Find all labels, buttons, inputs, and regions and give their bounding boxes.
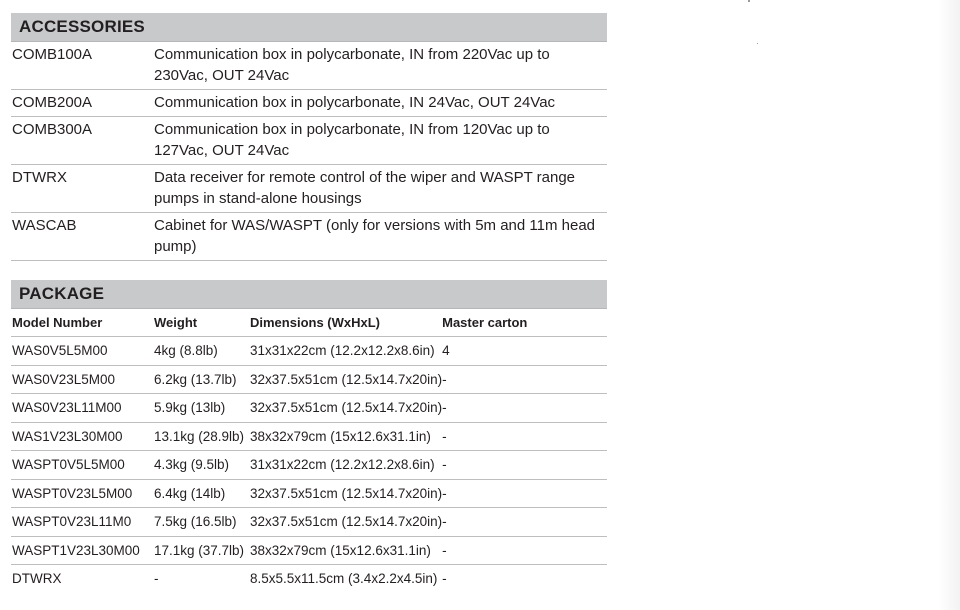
master-carton-cell: - — [442, 422, 607, 451]
accessory-row — [11, 165, 607, 213]
master-carton-cell: - — [442, 536, 607, 565]
accessory-row — [11, 117, 607, 165]
dimensions-cell: 32x37.5x51cm (12.5x14.7x20in) — [250, 394, 442, 423]
master-carton-cell: 4 — [442, 337, 607, 366]
accessories-title: ACCESSORIES — [19, 17, 145, 36]
weight-cell: 4kg (8.8lb) — [154, 337, 250, 366]
col-model-number: Model Number — [11, 309, 154, 337]
accessory-row — [11, 90, 607, 117]
master-carton-cell: - — [442, 571, 447, 587]
dimensions-cell: 32x37.5x51cm (12.5x14.7x20in) — [250, 508, 442, 537]
package-row — [11, 508, 607, 537]
package-row — [11, 422, 607, 451]
model-number-cell: DTWRX — [12, 571, 62, 587]
model-number-cell: WAS0V23L5M00 — [11, 365, 154, 394]
package-row — [11, 536, 607, 565]
master-carton-cell: - — [442, 451, 607, 480]
weight-cell: 5.9kg (13lb) — [154, 394, 250, 423]
col-dimensions: Dimensions (WxHxL) — [250, 309, 442, 337]
accessory-description: Communication box in polycarbonate, IN 24Vac, OUT 24Vac — [154, 90, 607, 117]
col-weight: Weight — [154, 309, 250, 337]
weight-cell: 6.2kg (13.7lb) — [154, 365, 250, 394]
package-header-row — [11, 309, 607, 337]
package-row — [11, 479, 607, 508]
accessories-header — [11, 13, 607, 42]
accessory-description: Cabinet for WAS/WASPT (only for versions with 5m and 11m head pump) — [154, 213, 607, 261]
accessory-row — [11, 213, 607, 261]
weight-cell: 6.4kg (14lb) — [154, 479, 250, 508]
weight-cell: 7.5kg (16.5lb) — [154, 508, 250, 537]
accessory-row — [11, 42, 607, 90]
dimensions-cell: 32x37.5x51cm (12.5x14.7x20in) — [250, 365, 442, 394]
weight-cell: 4.3kg (9.5lb) — [154, 451, 250, 480]
accessories-table — [11, 42, 607, 261]
accessory-description: Communication box in polycarbonate, IN from 220Vac up to 230Vac, OUT 24Vac — [154, 42, 607, 90]
model-number-cell: WASPT0V23L11M0 — [11, 508, 154, 537]
package-row — [11, 394, 607, 423]
model-number-cell: WASPT0V5L5M00 — [11, 451, 154, 480]
dimensions-cell: 38x32x79cm (15x12.6x31.1in) — [250, 536, 442, 565]
dimensions-cell: 31x31x22cm (12.2x12.2x8.6in) — [250, 337, 442, 366]
page-edge-shadow — [938, 0, 960, 610]
dimensions-cell: 31x31x22cm (12.2x12.2x8.6in) — [250, 451, 442, 480]
package-row — [11, 565, 607, 593]
package-table — [11, 309, 607, 593]
model-number-cell: WASPT1V23L30M00 — [11, 536, 154, 565]
dimensions-cell: 32x37.5x51cm (12.5x14.7x20in) — [250, 479, 442, 508]
scan-speck — [748, 0, 750, 2]
package-row — [11, 337, 607, 366]
weight-cell: - — [154, 571, 159, 587]
scan-speck — [757, 43, 758, 44]
col-master-carton: Master carton — [442, 309, 607, 337]
accessory-code: COMB300A — [11, 117, 154, 165]
package-header — [11, 280, 607, 309]
accessory-code: WASCAB — [11, 213, 154, 261]
master-carton-cell: - — [442, 394, 607, 423]
section-spacer — [11, 261, 607, 280]
model-number-cell: WASPT0V23L5M00 — [11, 479, 154, 508]
master-carton-cell: - — [442, 479, 607, 508]
package-title: PACKAGE — [19, 284, 105, 303]
accessory-description: Communication box in polycarbonate, IN from 120Vac up to 127Vac, OUT 24Vac — [154, 117, 607, 165]
accessory-code: DTWRX — [11, 165, 154, 213]
master-carton-cell: - — [442, 508, 607, 537]
dimensions-cell: 8.5x5.5x11.5cm (3.4x2.2x4.5in) — [250, 571, 438, 587]
dimensions-cell: 38x32x79cm (15x12.6x31.1in) — [250, 422, 442, 451]
master-carton-cell: - — [442, 365, 607, 394]
weight-cell: 13.1kg (28.9lb) — [154, 422, 250, 451]
package-row — [11, 451, 607, 480]
accessory-code: COMB200A — [11, 90, 154, 117]
accessory-description: Data receiver for remote control of the wiper and WASPT range pumps in stand-alone housings — [154, 165, 607, 213]
model-number-cell: WAS1V23L30M00 — [11, 422, 154, 451]
weight-cell: 17.1kg (37.7lb) — [154, 536, 250, 565]
package-row — [11, 365, 607, 394]
model-number-cell: WAS0V5L5M00 — [11, 337, 154, 366]
model-number-cell: WAS0V23L11M00 — [11, 394, 154, 423]
spec-document — [11, 13, 607, 593]
accessory-code: COMB100A — [11, 42, 154, 90]
